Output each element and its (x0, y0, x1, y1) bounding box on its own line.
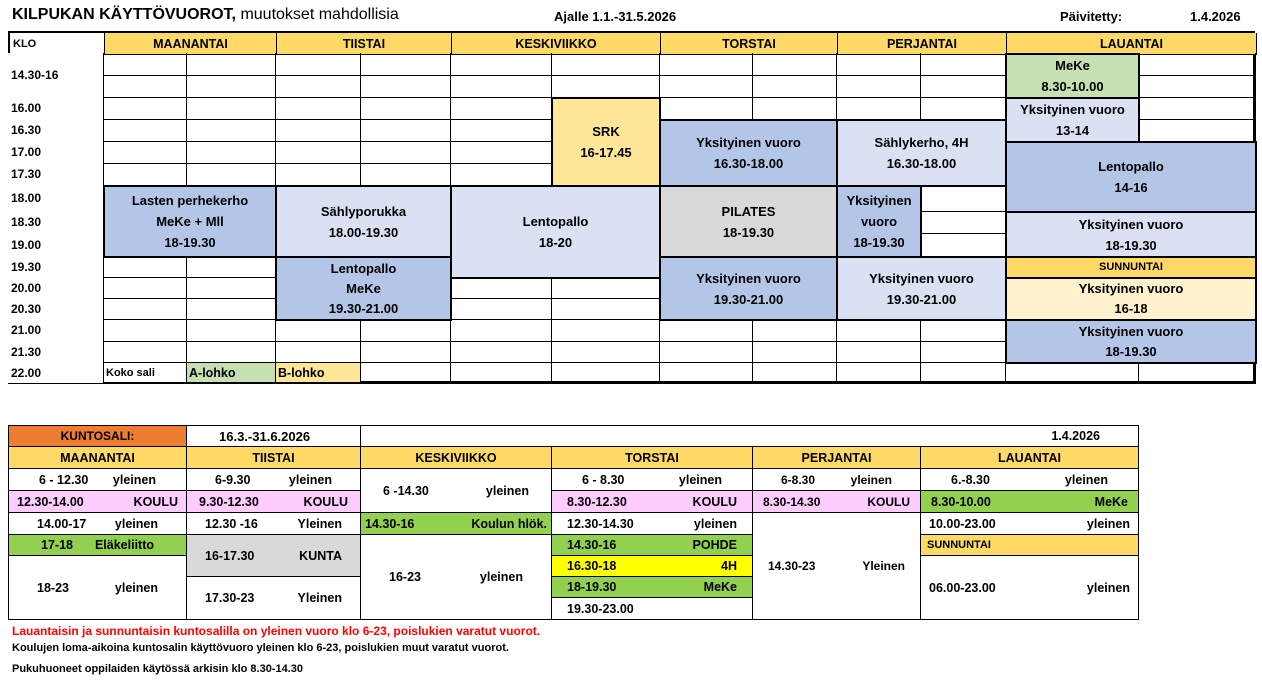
gym-day-keskiviikko-part: KESKIVIIKKO (415, 450, 497, 465)
grid-cell (920, 97, 1006, 120)
grid-cell (551, 277, 660, 299)
gym-tue-slot-part: KUNTA (299, 548, 342, 563)
gym-mon-slot-part: 17-18 (41, 538, 73, 552)
grid-cell (450, 119, 552, 142)
gym-tue-slot (186, 468, 361, 491)
block-line: Yksityinen vuoro (1078, 323, 1184, 339)
block-line: vuoro (860, 214, 898, 229)
block-line: Yksityinen vuoro (696, 270, 801, 286)
grid-cell (186, 141, 276, 164)
gym-tue-slot (186, 576, 361, 620)
block-line: Yksityinen (846, 193, 912, 208)
gym-mon-slot-part: 14.00-17 (37, 516, 87, 531)
block-line: 8.30-10.00 (1041, 79, 1104, 94)
grid-cell (360, 362, 451, 384)
grid-cell (551, 362, 660, 384)
gym-mon-slot-part: 6 - 12.30 (39, 472, 89, 487)
grid-cell (360, 119, 451, 142)
day-header-lauantai: LAUANTAI (1007, 33, 1257, 55)
time-label: 18.30 (8, 211, 104, 234)
block-line: 16.30-18.00 (713, 156, 784, 171)
block-line: Yksityinen vuoro (1078, 281, 1184, 296)
updated-label: Päivitetty: (1060, 9, 1123, 24)
grid-cell (659, 319, 753, 342)
time-label: 17.30 (8, 163, 104, 186)
gym-sat-slot (920, 490, 1139, 513)
grid-cell (659, 53, 753, 76)
grid-cell (752, 75, 837, 98)
grid-cell (752, 362, 837, 384)
gym-sat-slot-part: 8.30-10.00 (931, 494, 991, 509)
legend-b-lohko: B-lohko (275, 362, 361, 383)
grid-cell (752, 341, 837, 363)
block-thu-pilates (659, 185, 838, 258)
block-sat-meke (1005, 53, 1140, 99)
block-sat-priv-18 (1005, 211, 1257, 258)
block-tue-sahlyporukka (275, 185, 452, 258)
gym-thu-slot-part: 19.30-23.00 (567, 601, 634, 616)
grid-cell (752, 319, 837, 342)
gym-mon-slot (8, 468, 187, 491)
gym-day-maanantai (8, 446, 187, 469)
grid-cell (275, 53, 361, 76)
grid-cell (103, 141, 187, 164)
grid-cell (360, 75, 451, 98)
grid-cell (186, 277, 276, 299)
time-label: 21.30 (8, 341, 104, 363)
gym-thu-slot (551, 512, 753, 535)
grid-cell (659, 97, 753, 120)
grid-cell (1138, 97, 1256, 120)
gym-thu-slot (551, 468, 753, 491)
time-label: 16.30 (8, 119, 104, 142)
block-thu-priv-1630 (659, 119, 838, 187)
gym-table (8, 425, 1140, 619)
gym-thu-slot (551, 576, 753, 598)
gym-wed-slot-part: 6 -14.30 (383, 483, 429, 498)
gym-tue-slot-part: 9.30-12.30 (199, 494, 259, 509)
grid-cell (360, 97, 451, 120)
gym-tue-slot-part: 17.30-23 (205, 591, 255, 605)
gym-title-part: KUNTOSALI: (60, 429, 135, 443)
grid-cell (450, 75, 552, 98)
block-line: 18-20 (538, 235, 573, 250)
block-line: Sählykerho, 4H (874, 135, 969, 150)
gym-thu-slot (551, 490, 753, 513)
note-holidays: Koulujen loma-aikoina kuntosalin käyttövuoro yleinen klo 6-23, poislukien muut varatut vuorot. (12, 642, 509, 654)
gym-fri-slot-part: 6-8.30 (781, 472, 816, 487)
block-line: 16-17.45 (580, 145, 632, 160)
block-line: 18.00-19.30 (328, 224, 399, 240)
block-sat-lentopallo (1005, 141, 1257, 213)
grid-cell (920, 211, 1006, 234)
gym-thu-slot-part: 14.30-16 (567, 538, 617, 552)
grid-cell (450, 97, 552, 120)
gym-day-tiistai (186, 446, 361, 469)
grid-cell (103, 53, 187, 76)
block-tue-lentopallo (275, 256, 452, 321)
grid-cell (186, 256, 276, 278)
grid-cell (275, 97, 361, 120)
block-line: MeKe (1055, 58, 1090, 73)
block-line: SRK (592, 124, 620, 139)
block-mon-perhekerho (103, 185, 277, 258)
grid-cell (920, 75, 1006, 98)
grid-cell (186, 75, 276, 98)
gym-wed-slot-part: 14.30-16 (365, 516, 415, 531)
gym-mon-slot (8, 490, 187, 513)
gym-thu-slot-part: 16.30-18 (567, 559, 617, 573)
gym-day-torstai-part: TORSTAI (625, 450, 679, 465)
grid-cell (103, 277, 187, 299)
grid-cell (752, 97, 837, 120)
grid-cell (836, 319, 921, 342)
schedule-table (8, 31, 1255, 383)
gym-mon-slot (8, 534, 187, 556)
gym-tue-slot-part: 6-9.30 (215, 472, 251, 487)
grid-cell (752, 53, 837, 76)
gym-day-keskiviikko (360, 446, 552, 469)
page-title (12, 7, 399, 23)
grid-cell (1138, 53, 1256, 76)
grid-cell (450, 53, 552, 76)
gym-day-perjantai (752, 446, 921, 469)
gym-mon-slot-part: yleinen (114, 580, 158, 595)
gym-tue-slot (186, 534, 361, 577)
legend-a-lohko: A-lohko (186, 362, 276, 383)
block-line: 19.30-21.00 (713, 291, 784, 307)
grid-cell (186, 97, 276, 120)
grid-cell (450, 319, 552, 342)
gym-sat-slot (920, 468, 1139, 491)
grid-cell (186, 319, 276, 342)
block-line: Yksityinen vuoro (1078, 216, 1184, 232)
time-label: 19.00 (8, 233, 104, 257)
gym-thu-slot-part: yleinen (678, 472, 722, 487)
gym-day-maanantai-part: MAANANTAI (60, 450, 135, 465)
day-header-maanantai: MAANANTAI (105, 33, 277, 55)
gym-day-lauantai-part: LAUANTAI (998, 450, 1061, 465)
block-fri-priv-1930 (836, 256, 1007, 321)
gym-wed-slot-part: yleinen (479, 570, 523, 584)
block-line: Lasten perhekerho (131, 193, 249, 208)
gym-fri-slot (752, 490, 921, 513)
gym-tue-slot-part: yleinen (288, 472, 332, 487)
block-line: MeKe + Mll (156, 214, 224, 229)
grid-cell (920, 185, 1006, 212)
gym-tue-slot-part: 16-17.30 (205, 548, 255, 563)
gym-thu-slot (551, 555, 753, 577)
gym-fri-slot-part: 8.30-14.30 (763, 494, 821, 509)
grid-cell (275, 75, 361, 98)
grid-cell (103, 319, 187, 342)
grid-cell (450, 362, 552, 384)
gym-fri-slot-part: KOULU (867, 494, 910, 509)
gym-thu-slot-part: 18-19.30 (567, 580, 617, 594)
gym-thu-slot (551, 534, 753, 556)
block-line: PILATES (721, 203, 776, 219)
gym-day-lauantai (920, 446, 1139, 469)
grid-cell (920, 233, 1006, 257)
time-label: 22.00 (8, 362, 104, 384)
gym-day-perjantai-part: PERJANTAI (801, 450, 872, 465)
block-line: 14-16 (1114, 180, 1148, 195)
time-label: 17.00 (8, 141, 104, 164)
grid-cell (103, 256, 187, 278)
title-rest: muutokset mahdollisia (240, 6, 399, 23)
grid-cell (836, 97, 921, 120)
gym-thu-slot (551, 597, 753, 620)
block-fri-priv-18 (836, 185, 922, 258)
grid-cell (551, 298, 660, 320)
gym-wed-slot-part: yleinen (485, 483, 529, 498)
time-label: 18.00 (8, 185, 104, 212)
day-header-perjantai: PERJANTAI (838, 33, 1007, 55)
grid-cell (275, 119, 361, 142)
gym-mon-slot-part: 18-23 (37, 580, 69, 595)
day-header-torstai: TORSTAI (661, 33, 838, 55)
grid-cell (1138, 75, 1256, 98)
gym-tue-slot-part: Yleinen (297, 516, 342, 531)
block-sat-priv-1314 (1005, 97, 1140, 143)
block-line: Yksityinen vuoro (869, 270, 974, 286)
gym-sat-slot-part: yleinen (1064, 472, 1108, 487)
grid-cell (450, 141, 552, 164)
grid-cell (103, 298, 187, 320)
gym-wed-slot-part: Koulun hlök. (471, 516, 547, 531)
grid-cell (186, 341, 276, 363)
grid-cell (186, 53, 276, 76)
gym-sun-slot-part: 06.00-23.00 (929, 580, 996, 595)
grid-cell (103, 119, 187, 142)
gym-tue-slot (186, 512, 361, 535)
grid-cell (186, 163, 276, 186)
block-line: MeKe (346, 280, 381, 296)
gym-fri-slot (752, 512, 921, 620)
grid-cell (360, 53, 451, 76)
gym-thu-slot-part: 6 - 8.30 (582, 472, 625, 487)
gym-thu-slot-part: MeKe (703, 580, 737, 594)
grid-cell (659, 75, 753, 98)
gym-mon-slot-part: 12.30-14.00 (17, 494, 84, 509)
note-locker-rooms: Pukuhuoneet oppilaiden käytössä arkisin klo 8.30-14.30 (12, 663, 303, 675)
gym-mon-slot-part: KOULU (133, 494, 178, 509)
grid-cell (103, 97, 187, 120)
grid-cell (551, 53, 660, 76)
block-line: 18-19.30 (853, 235, 905, 250)
grid-cell (360, 163, 451, 186)
gym-mon-slot-part: yleinen (114, 516, 158, 531)
grid-cell (1138, 362, 1256, 384)
block-line: Yksityinen vuoro (696, 135, 801, 150)
block-fri-sahlykerho (836, 119, 1007, 187)
block-line: SUNNUNTAI (1099, 261, 1163, 273)
klo-header: KLO (10, 33, 105, 55)
gym-thu-slot-part: 8.30-12.30 (567, 494, 627, 509)
gym-wed-slot (360, 512, 552, 535)
day-header-keskiviikko: KESKIVIIKKO (452, 33, 661, 55)
grid-cell (275, 341, 361, 363)
grid-cell (186, 298, 276, 320)
block-line: 18-19.30 (1105, 237, 1157, 253)
time-label: 20.30 (8, 298, 104, 320)
block-line: 19.30-21.00 (886, 291, 957, 307)
gym-mon-slot-part: yleinen (112, 472, 156, 487)
grid-cell (275, 141, 361, 164)
updated-date: 1.4.2026 (1190, 9, 1241, 24)
grid-cell (103, 75, 187, 98)
gym-mon-slot (8, 512, 187, 535)
gym-date (360, 425, 1139, 447)
grid-cell (360, 141, 451, 164)
grid-cell (450, 163, 552, 186)
block-thu-priv-1930 (659, 256, 838, 321)
block-wed-srk (551, 97, 661, 187)
gym-title (8, 425, 187, 447)
gym-day-torstai (551, 446, 753, 469)
grid-cell (1005, 362, 1139, 384)
block-line: 18-19.30 (722, 224, 775, 240)
gym-thu-slot-part: KOULU (692, 494, 737, 509)
grid-cell (360, 341, 451, 363)
block-line: Yksityinen vuoro (1020, 102, 1125, 117)
legend-koko-sali: Koko sali (103, 362, 187, 383)
time-label: 21.00 (8, 319, 104, 342)
block-sun-priv-18 (1005, 319, 1257, 364)
grid-cell (659, 341, 753, 363)
grid-cell (920, 341, 1006, 363)
grid-cell (836, 53, 921, 76)
gym-fri-slot-part: Yleinen (862, 559, 905, 573)
grid-cell (659, 362, 753, 384)
period-label: Ajalle 1.1.-31.5.2026 (554, 9, 677, 24)
gym-tue-slot-part: KOULU (303, 494, 348, 509)
gym-sun-slot-part: yleinen (1086, 580, 1130, 595)
day-header-tiistai: TIISTAI (277, 33, 452, 55)
gym-sat-slot-part: 6.-8.30 (951, 472, 990, 487)
grid-cell (186, 119, 276, 142)
grid-cell (836, 341, 921, 363)
block-line: 16-18 (1114, 301, 1148, 316)
grid-cell (920, 362, 1006, 384)
gym-sat-slot-part: yleinen (1086, 516, 1130, 531)
note-weekend: Lauantaisin ja sunnuntaisin kuntosalilla on yleinen vuoro klo 6-23, poislukien varatut vuorot. (12, 624, 541, 638)
block-sun-priv-16 (1005, 277, 1257, 321)
gym-wed-slot-part: 16-23 (389, 570, 421, 584)
gym-wed-slot (360, 468, 552, 513)
gym-tue-slot (186, 490, 361, 513)
block-line: 18-19.30 (164, 235, 216, 250)
gym-sun-slot (920, 555, 1139, 620)
grid-cell (551, 319, 660, 342)
block-line: Lentopallo (522, 214, 589, 229)
gym-thu-slot-part: 4H (721, 559, 737, 573)
block-line: Sählyporukka (320, 203, 407, 219)
grid-cell (275, 319, 361, 342)
gym-wed-slot (360, 534, 552, 620)
grid-cell (450, 298, 552, 320)
grid-cell (551, 341, 660, 363)
gym-date-part: 1.4.2026 (1051, 429, 1100, 443)
block-line: Lentopallo (330, 260, 397, 276)
time-label: 19.30 (8, 256, 104, 278)
grid-cell (103, 163, 187, 186)
gym-thu-slot-part: POHDE (692, 538, 737, 552)
gym-mon-slot-part: Eläkeliitto (94, 538, 154, 552)
gym-fri-slot (752, 468, 921, 491)
block-line: 13-14 (1055, 123, 1090, 138)
gym-thu-slot-part: 12.30-14.30 (567, 516, 634, 531)
block-wed-lentopallo (450, 185, 661, 279)
grid-cell (836, 362, 921, 384)
gym-sunday-label (920, 534, 1139, 556)
block-line: 18-19.30 (1105, 343, 1157, 359)
time-label: 20.00 (8, 277, 104, 299)
grid-cell (360, 319, 451, 342)
grid-cell (450, 341, 552, 363)
gym-fri-slot-part: 14.30-23 (768, 559, 816, 573)
grid-cell (551, 75, 660, 98)
gym-tue-slot-part: 12.30 -16 (205, 516, 258, 531)
grid-cell (1138, 119, 1256, 142)
grid-cell (450, 277, 552, 299)
title-bold: KILPUKAN KÄYTTÖVUOROT, (12, 6, 236, 23)
gym-sat-slot-part: 10.00-23.00 (929, 516, 996, 531)
block-sunnuntai (1005, 256, 1257, 279)
time-label: 14.30-16 (8, 53, 104, 98)
gym-thu-slot-part: yleinen (693, 516, 737, 531)
grid-cell (836, 75, 921, 98)
gym-sunday-label-part: SUNNUNTAI (927, 539, 991, 551)
gym-day-tiistai-part: TIISTAI (252, 450, 295, 465)
time-label: 16.00 (8, 97, 104, 120)
gym-fri-slot-part: yleinen (850, 472, 892, 487)
block-line: 19.30-21.00 (328, 300, 399, 316)
grid-cell (920, 319, 1006, 342)
gym-sat-slot (920, 512, 1139, 535)
gym-sat-slot-part: MeKe (1094, 494, 1128, 509)
grid-cell (920, 53, 1006, 76)
gym-period (186, 425, 361, 447)
grid-cell (103, 341, 187, 363)
gym-period-part: 16.3.-31.6.2026 (219, 428, 311, 444)
block-line: 16.30-18.00 (886, 156, 957, 171)
gym-mon-slot (8, 555, 187, 620)
block-line: Lentopallo (1098, 159, 1164, 174)
gym-tue-slot-part: Yleinen (297, 591, 342, 605)
grid-cell (275, 163, 361, 186)
